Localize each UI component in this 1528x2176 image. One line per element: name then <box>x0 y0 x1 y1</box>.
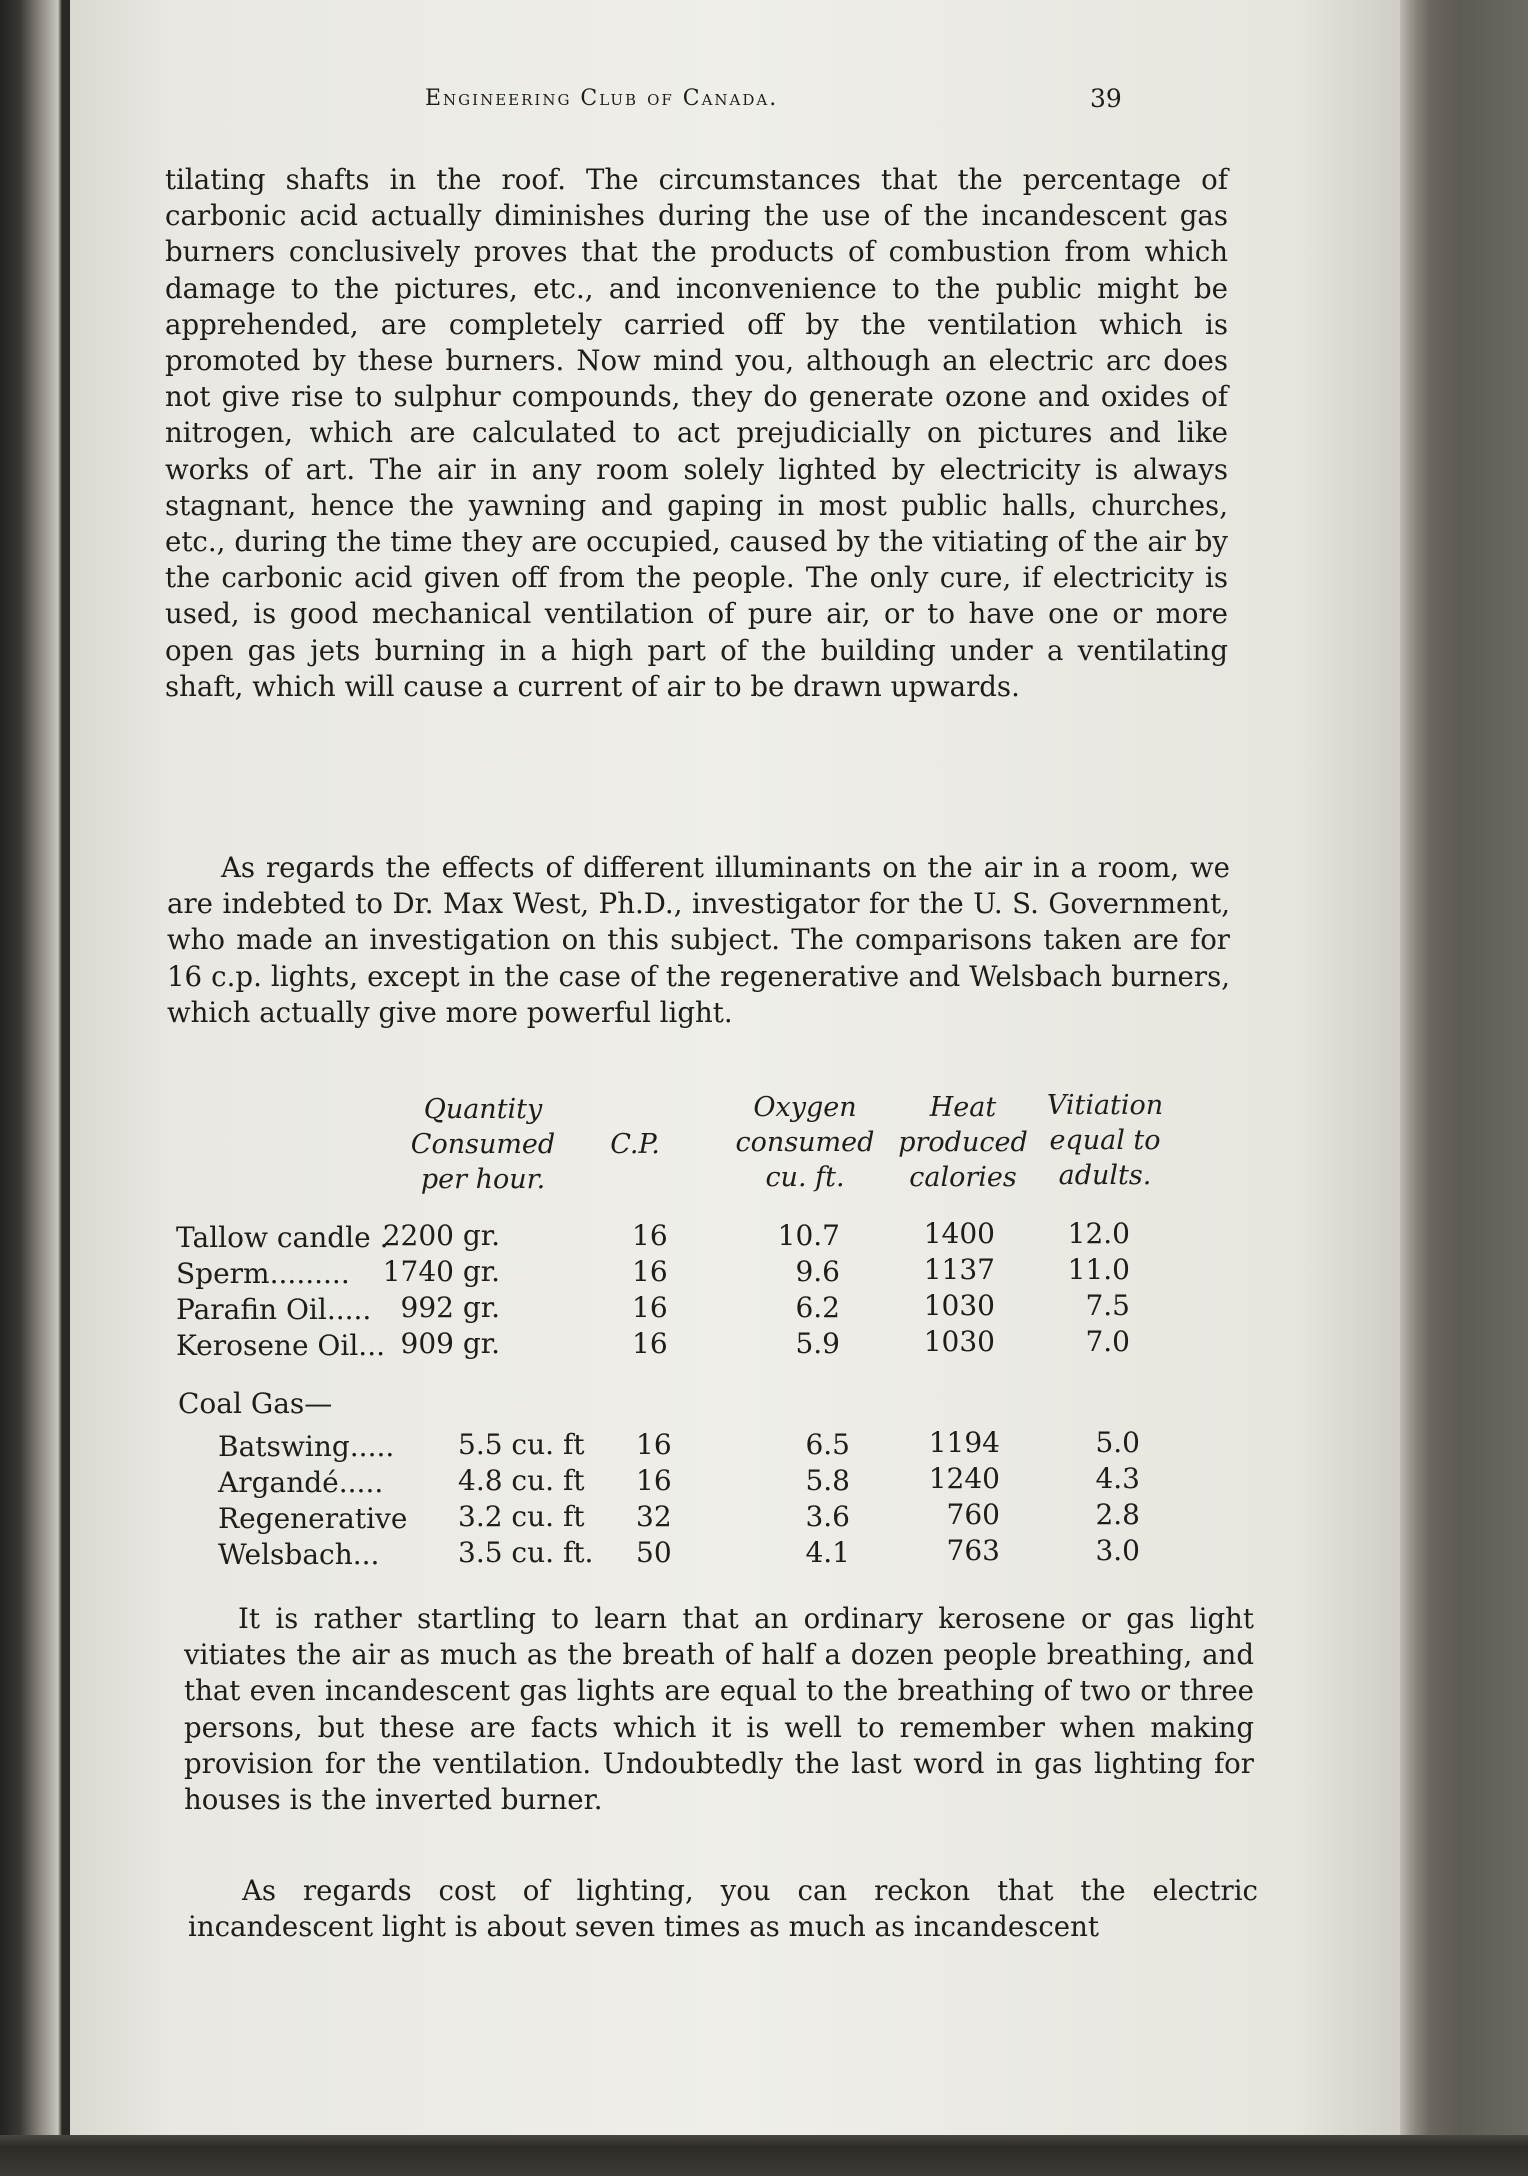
header-vitiation <box>1035 1088 1175 1193</box>
header-vitiation-line1: Vitiation <box>1046 1090 1164 1121</box>
row-oxygen: 3.6 <box>805 1500 850 1533</box>
page-number: 39 <box>1090 84 1122 113</box>
row-cp: 16 <box>636 1464 672 1497</box>
row-quantity: 2200 gr. <box>382 1219 500 1252</box>
row-oxygen: 6.5 <box>805 1428 850 1461</box>
row-vitiation: 11.0 <box>1067 1253 1130 1286</box>
row-cp: 32 <box>636 1500 672 1533</box>
paragraph-cost: As regards cost of lighting, you can reckon that the electric incandescent light is about seven times as much as incandescent <box>188 1874 1258 1944</box>
paragraph-ventilation: tilating shafts in the roof. The circumstances that the percentage of carbonic acid actually diminishes during the use of the incandescent gas burners conclusively proves that the products of combustion from which damage to the pictures, etc., and inconvenience to the public might be apprehended, are completely carried off by the ventilation which is promoted by these burners. Now mind you, although an electric arc does not give rise to sulphur compounds, they do generate ozone and oxides of nitrogen, which are calculated to act prejudicially on pictures and like works of art. The air in any room solely lighted by electricity is always stagnant, hence the yawning and gaping in most public halls, churches, etc., during the time they are occupied, caused by the vitiating of the air by the carbonic acid given off from the people. The only cure, if electricity is used, is good mechanical ventilation of pure air, or to have one or more open gas jets burning in a high part of the building under a ventilating shaft, which will cause a current of air to be drawn upwards. <box>165 163 1228 703</box>
row-quantity: 3.5 cu. ft. <box>458 1536 594 1569</box>
row-cp: 16 <box>632 1327 668 1360</box>
book-gutter <box>0 0 70 2176</box>
row-heat: 1194 <box>928 1426 1000 1459</box>
row-name: Batswing..... <box>218 1430 395 1463</box>
header-quantity-line1: Quantity <box>423 1094 543 1125</box>
row-name: Argandé..... <box>218 1466 384 1499</box>
row-cp: 16 <box>636 1428 672 1461</box>
row-heat: 1030 <box>923 1289 995 1322</box>
row-vitiation: 5.0 <box>1095 1426 1140 1459</box>
running-head <box>70 86 1400 126</box>
header-vitiation-line3: adults. <box>1058 1160 1152 1191</box>
row-name: Tallow candle . <box>176 1221 389 1254</box>
row-quantity: 909 gr. <box>400 1327 500 1360</box>
row-heat: 1400 <box>923 1217 995 1250</box>
row-oxygen: 5.8 <box>805 1464 850 1497</box>
header-oxygen-line2: consumed <box>735 1127 875 1158</box>
group-label: Coal Gas— <box>178 1387 333 1420</box>
row-quantity: 1740 gr. <box>382 1255 500 1288</box>
row-name: Regenerative <box>218 1502 408 1535</box>
row-heat: 763 <box>946 1534 1000 1567</box>
book-cover-edge <box>1400 0 1528 2176</box>
header-oxygen <box>725 1090 885 1195</box>
row-oxygen: 6.2 <box>795 1291 840 1324</box>
row-vitiation: 7.5 <box>1085 1289 1130 1322</box>
row-quantity: 5.5 cu. ft <box>458 1428 585 1461</box>
book-bottom-edge <box>0 2135 1528 2176</box>
running-title: Engineering Club of Canada. <box>425 86 779 111</box>
row-heat: 1030 <box>923 1325 995 1358</box>
paragraph-startling: It is rather startling to learn that an ordinary kerosene or gas light vitiates the air as much as the breath of half a dozen people breathing, and that even incandescent gas lights are equal to the breathing of two or three persons, but these are facts which it is well to remember when making provision for the ventilation. Undoubtedly the last word in gas lighting for houses is the inverted burner. <box>184 1602 1254 1817</box>
row-oxygen: 5.9 <box>795 1327 840 1360</box>
header-oxygen-line3: cu. ft. <box>765 1162 845 1193</box>
header-quantity-line2: Consumed <box>410 1129 556 1160</box>
row-vitiation: 2.8 <box>1095 1498 1140 1531</box>
row-vitiation: 4.3 <box>1095 1462 1140 1495</box>
row-name: Kerosene Oil... <box>176 1329 385 1362</box>
row-oxygen: 4.1 <box>805 1536 850 1569</box>
row-oxygen: 10.7 <box>777 1219 840 1252</box>
row-name: Welsbach... <box>218 1538 380 1571</box>
row-name: Sperm......... <box>176 1257 350 1290</box>
row-heat: 1137 <box>923 1253 995 1286</box>
row-oxygen: 9.6 <box>795 1255 840 1288</box>
row-quantity: 4.8 cu. ft <box>458 1464 585 1497</box>
row-cp: 16 <box>632 1219 668 1252</box>
header-quantity-line3: per hour. <box>420 1164 546 1195</box>
row-name: Parafin Oil..... <box>176 1293 372 1326</box>
row-cp: 16 <box>632 1255 668 1288</box>
header-cp <box>600 1127 670 1162</box>
header-heat-line1: Heat <box>929 1092 997 1123</box>
row-heat: 1240 <box>928 1462 1000 1495</box>
row-vitiation: 7.0 <box>1085 1325 1130 1358</box>
row-quantity: 992 gr. <box>400 1291 500 1324</box>
header-cp-line1: C.P. <box>610 1129 660 1160</box>
header-heat-line3: calories <box>909 1162 1017 1193</box>
row-vitiation: 12.0 <box>1067 1217 1130 1250</box>
paragraph-illuminants: As regards the effects of different illuminants on the air in a room, we are indebted to Dr. Max West, Ph.D., investigator for the U. S. Government, who made an investigation on this subject. The comparisons taken are for 16 c.p. lights, except in the case of the regenerative and Welsbach burners, which actually give more powerful light. <box>167 851 1230 1029</box>
row-quantity: 3.2 cu. ft <box>458 1500 585 1533</box>
header-vitiation-line2: equal to <box>1049 1125 1161 1156</box>
book-page <box>70 0 1400 2135</box>
row-vitiation: 3.0 <box>1095 1534 1140 1567</box>
header-oxygen-line1: Oxygen <box>753 1092 857 1123</box>
row-cp: 16 <box>632 1291 668 1324</box>
row-cp: 50 <box>636 1536 672 1569</box>
header-heat-line2: produced <box>898 1127 1028 1158</box>
header-heat <box>888 1090 1038 1195</box>
header-quantity <box>388 1092 578 1197</box>
row-heat: 760 <box>946 1498 1000 1531</box>
